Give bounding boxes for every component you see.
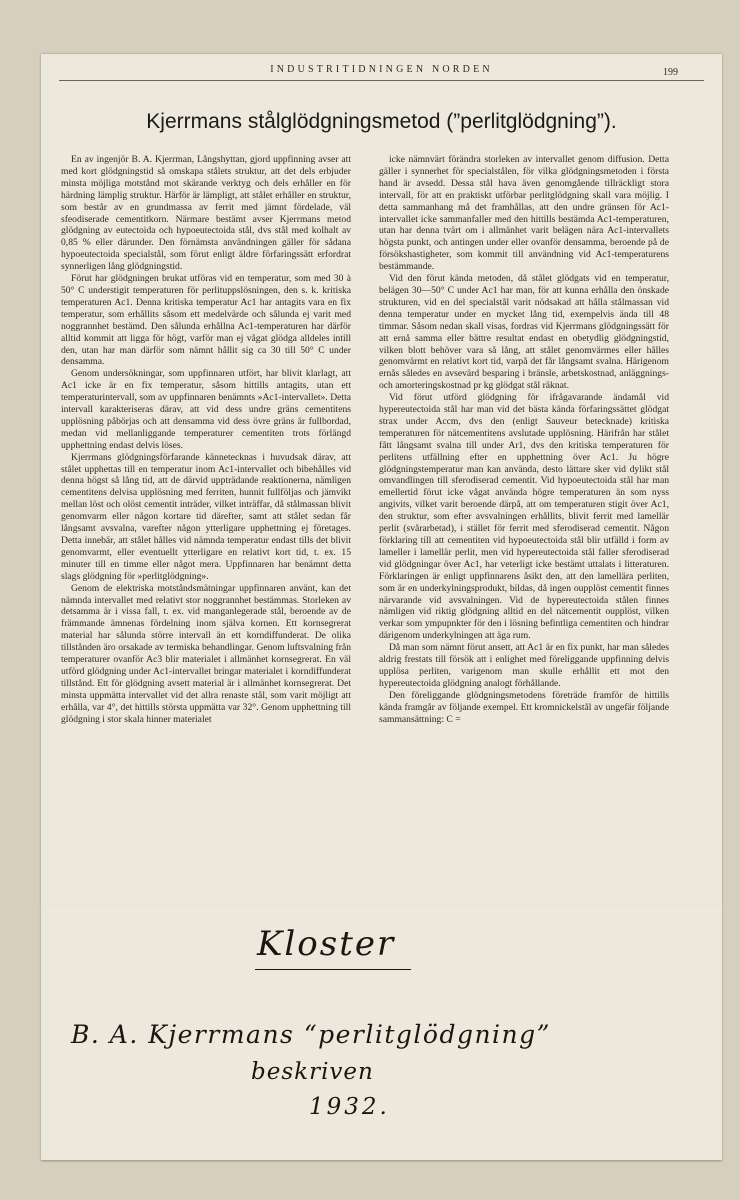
paragraph: Genom de elektriska motståndsmätningar uppfinnaren använt, kan det nämnda intervallet med relativt stor noggrannhet bestämmas. Storleken av detsamma är i vissa fall, t. ex. vid manganlegerade stål, beroende av de främmande ämnenas fördelning inom själva kornen. Ett kornsegrerat material har sålunda större intervall än ett korndiffunderat. De olika tillstånden äro orsakade av termiska behandlingar. Genom luftsvalning från temperaturer ovanför Ac3 blir materialet i allmänhet kornsegrerat. En väl utförd glödgning under Ac1-intervallet bringar materialet i korndiffunderat tillstånd. Ett för glödgning avsett material är i allmänhet kornsegrerat. Det minsta uppmätta intervallet vid det allra renaste stål, som varit möjligt att erhålla, var 4°, det hittills största uppmätta var 32°. Genom upphettning till glödgning i stor skala hinner materialet [61, 582, 351, 725]
paragraph: Den föreliggande glödgningsmetodens företräde framför de hittills kända framgår av följande exempel. Ett kromnickelstål av ungefär följande sammansättning: C = [379, 689, 669, 725]
header-rule [59, 80, 704, 81]
handwritten-year: 1932. [309, 1094, 390, 1120]
paragraph: Förut har glödgningen brukat utföras vid en temperatur, som med 30 à 50° C understigit temperaturen för perlituppslösningen, den s. k. kritiska temperaturen Ac1. Denna kritiska temperatur Ac1 har antagits vara en fix temperatur, som erhållits såsom ett medelvärde och sålunda ej varit med noggrannhet bestämd. Den sålunda erhållna Ac1-temperaturen har därför alltid kommit att ligga för högt, varför man ej vågat glödga alldeles intill den, utan har man därför som nämnt hållit sig ca 30 till 50° C under densamma. [61, 273, 351, 368]
running-head: INDUSTRITIDNINGEN NORDEN [270, 64, 493, 75]
left-column [61, 154, 351, 726]
right-column [379, 154, 669, 726]
newspaper-clipping [41, 54, 722, 906]
paragraph: Då man som nämnt förut ansett, att Ac1 är en fix punkt, har man således aldrig frestats till försök att i enlighet med föreliggande uppfinning delvis upplösa perliten, varigenom man skulle erhållit ett mot den hypereutectoida glödgning analogt förhållande. [379, 642, 669, 689]
article-title: Kjerrmans stålglödgningsmetod (”perlitglödgning”). [146, 110, 617, 133]
paragraph: icke nämnvärt förändra storleken av intervallet genom diffusion. Detta gäller i synnerhet för specialstålen, för vilka glödgningsmetoden i första hand är avsedd. Dessa stål hava även genomgående tillräckligt stora intervall, för att en praktiskt utförbar perlitglödgning skall vara möjlig. I detta sammanhang må det framhållas, att den undre gränsen för Ac1-intervallet icke sammanfaller med den hittills bestämda Ac1-temperaturen, utan har denna tvärt om i allmänhet varit belägen nära Ac1-intervallets högsta punkt, och antingen under eller ovanför densamma, beroende på de försökshastigheter, som kommit till användning vid Ac1-temperaturens bestämmande. [379, 154, 669, 273]
handwritten-line: beskriven [251, 1059, 374, 1085]
handwritten-note-sheet [41, 906, 722, 1160]
paragraph: Vid förut utförd glödgning för ifrågavarande ändamål vid hypereutectoida stål har man vid det bästa kända förfaringssättet glödgat strax under Accm, dvs den (enligt Sauveur betecknade) kritiska temperaturen för nätcementitens avslutade upplösning. Härifrån har stålet fått långsamt svalna till under Ar1, dvs den kritiska temperaturen för perlitens utfällning efter en upphettning över Ac1. Ju högre glödgningstemperatur man kan använda, desto lättare sker vid dylikt stål omvandlingen till sferodiserad cementit. Vid hypoeutectoida stål har man emellertid förut icke vågat använda högre temperaturen än som nyss angivits, vilket varit beroende därpå, att om temperaturen stigit över Ac1, den struktur, som efter avsvalningen erhållits, blivit ferrit med lamellär perlit (svårarbetad), i stället för ferrit med sferodiserad cementit. Någon förklaring till att cementiten vid hypoeutectoida stål blir utfälld i form av lameller i lamellär perlit, men vid hypereutectoida stål faller sferodiserad vid glödgningar över Ac1, har veterligt icke bestämt uttalats i litteraturen. Förklaringen är enligt uppfinnarens åsikt den, att den lamellära perliten, som är en underkylningsprodukt, bildas, då ingen oupplöst cementit finnes närvarande vid avsvalningen. Vid de hypereutectoida stålen finnes nämligen vid riktig glödgning alltid en del nätcementit oupplöst, vilken verkar som ympupnkter för den i lösning befintliga cementiten och hindrar därigenom underkylningen att äga rum. [379, 392, 669, 642]
handwritten-heading: Kloster [257, 924, 396, 964]
paragraph: Vid den förut kända metoden, då stålet glödgats vid en temperatur, belägen 30—50° C under Ac1 har man, för att kunna erhålla den önskade strukturen, vid en del specialstål varit nödsakad att hålla stålmassan vid denna temperatur under en mycket lång tid, exempelvis ända till 48 timmar. Såsom nedan skall visas, fordras vid Kjerrmans glödgningssätt för att ernå samma eller bättre resultat endast en obetydlig glödgningstid, vilken blott behöver vara så lång, att stålet genomvärmes eller hålles genomvärmt en relativt kort tid, varpå det får långsamt svalna. Härigenom ernås således en avsevärd besparing i bränsle, arbetskostnad, anläggnings- och amorteringskostnad pr kg glödgat stål räknat. [379, 273, 669, 392]
paragraph: Kjerrmans glödgningsförfarande kännetecknas i huvudsak därav, att stålet upphettas till en temperatur inom Ac1-intervallet och bibehålles vid denna högst så lång tid, att de därvid uppträdande reaktionerna, nämligen cementitens delvisa upplösning med ferriten, hunnit fullföljas och jämvikt mellan löst och olöst cementit inträder, vilket inträffar, då stålmassan blivit genomvarm eller någon kortare tid därefter, samt att stålet sedan får långsamt avsvalna, varefter någon ytterligare upphettning ej företages. Detta innebär, att stålet hålles vid nämnda temperatur endast tills det blivit genomvarmt, eller eventuellt ytterligare en relativt kort tid, t. ex. 15 minuter till en timme eller något mera. Uppfinnaren har benämnt detta slags glödgning för »perlitglödgning». [61, 451, 351, 582]
handwritten-line: B. A. Kjerrmans “perlitglödgning” [71, 1020, 551, 1049]
paragraph: Genom undersökningar, som uppfinnaren utfört, har blivit klarlagt, att Ac1 icke är en fix temperatur, såsom hittills antagits, utan ett temperaturintervall, som av uppfinnaren benämnts »Ac1-intervallet». Detta intervall karakteriseras därav, att vid dess undre gräns cementitens upplösning påbörjas och att densamma vid dess övre gräns är fullbordad, medan vid mellanliggande temperaturer cementiten trots förlängd upphettning endast delvis löses. [61, 368, 351, 451]
paragraph: En av ingenjör B. A. Kjerrman, Långshyttan, gjord uppfinning avser att med kort glödgningstid så omskapa stålets struktur, att det dels erbjuder minsta möjliga motstånd mot skärande verktyg och dels erhåller en för härdning lämplig struktur. Härför är lämpligt, att stålet erhåller en struktur, som består av en grundmassa av ferrit med jämnt fördelade, väl sfeodiserade cementitkorn. Närmare bestämt avser Kjerrmans metod glödgning av eutectoida och hypoeutectoida stål, dvs stål med kolhalt av 0,85 % eller därunder. Den förnämsta användningen gäller för sådana hypoeutectoida specialstål, som förut enligt äldre förfaringssätt erfordrat synnerligen lång glödgningstid. [61, 154, 351, 273]
page-number: 199 [663, 67, 678, 78]
heading-underline [255, 969, 411, 970]
